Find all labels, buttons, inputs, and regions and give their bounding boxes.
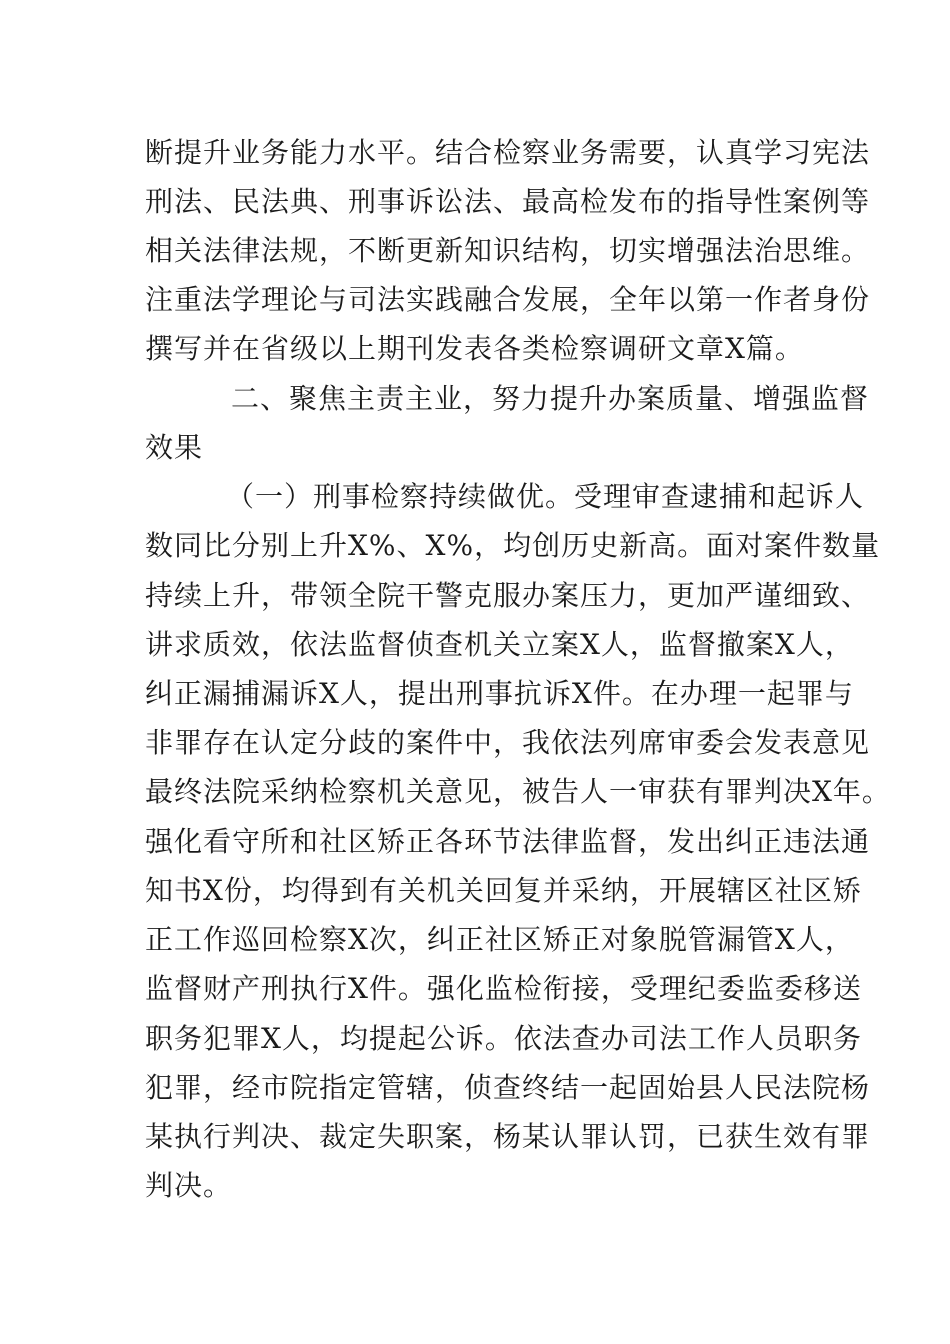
body-text-line: 注重法学理论与司法实践融合发展，全年以第一作者身份 — [145, 283, 871, 316]
body-text-line: 监督财产刑执行X件。强化监检衔接，受理纪委监委移送 — [145, 972, 862, 1005]
subsection-heading-line: （一）刑事检察持续做优。受理审查逮捕和起诉人 — [226, 480, 865, 513]
body-text-line: 非罪存在认定分歧的案件中，我依法列席审委会发表意见 — [145, 726, 871, 759]
body-text-line: 持续上升，带领全院干警克服办案压力，更加严谨细致、 — [145, 579, 871, 612]
body-text-line: 判决。 — [145, 1169, 233, 1202]
body-text-line: 最终法院采纳检察机关意见，被告人一审获有罪判决X年。 — [145, 775, 891, 808]
body-text-line: 撰写并在省级以上期刊发表各类检察调研文章X篇。 — [145, 332, 804, 365]
section-heading-continued: 效果 — [145, 431, 204, 464]
body-text-line: 职务犯罪X人，均提起公诉。依法查办司法工作人员职务 — [145, 1022, 862, 1055]
body-text-line: 某执行判决、裁定失职案，杨某认罪认罚，已获生效有罪 — [145, 1120, 871, 1153]
body-text-line: 讲求质效，依法监督侦查机关立案X人，监督撤案X人， — [145, 628, 854, 661]
body-text-line: 知书X份，均得到有关机关回复并采纳，开展辖区社区矫 — [145, 874, 862, 907]
body-text-line: 相关法律法规，不断更新知识结构，切实增强法治思维。 — [145, 234, 871, 267]
body-text-line: 刑法、民法典、刑事诉讼法、最高检发布的指导性案例等 — [145, 185, 871, 218]
body-text-line: 犯罪，经市院指定管辖，侦查终结一起固始县人民法院杨 — [145, 1071, 871, 1104]
body-text-line: 断提升业务能力水平。结合检察业务需要，认真学习宪法 — [145, 136, 871, 169]
body-text-line: 数同比分别上升X%、X%，均创历史新高。面对案件数量 — [145, 529, 881, 562]
section-heading: 二、聚焦主责主业，努力提升办案质量、增强监督 — [231, 382, 870, 415]
body-text-line: 正工作巡回检察X次，纠正社区矫正对象脱管漏管X人， — [145, 923, 854, 956]
body-text-line: 纠正漏捕漏诉X人，提出刑事抗诉X件。在办理一起罪与 — [145, 677, 854, 710]
body-text-line: 强化看守所和社区矫正各环节法律监督，发出纠正违法通 — [145, 825, 871, 858]
